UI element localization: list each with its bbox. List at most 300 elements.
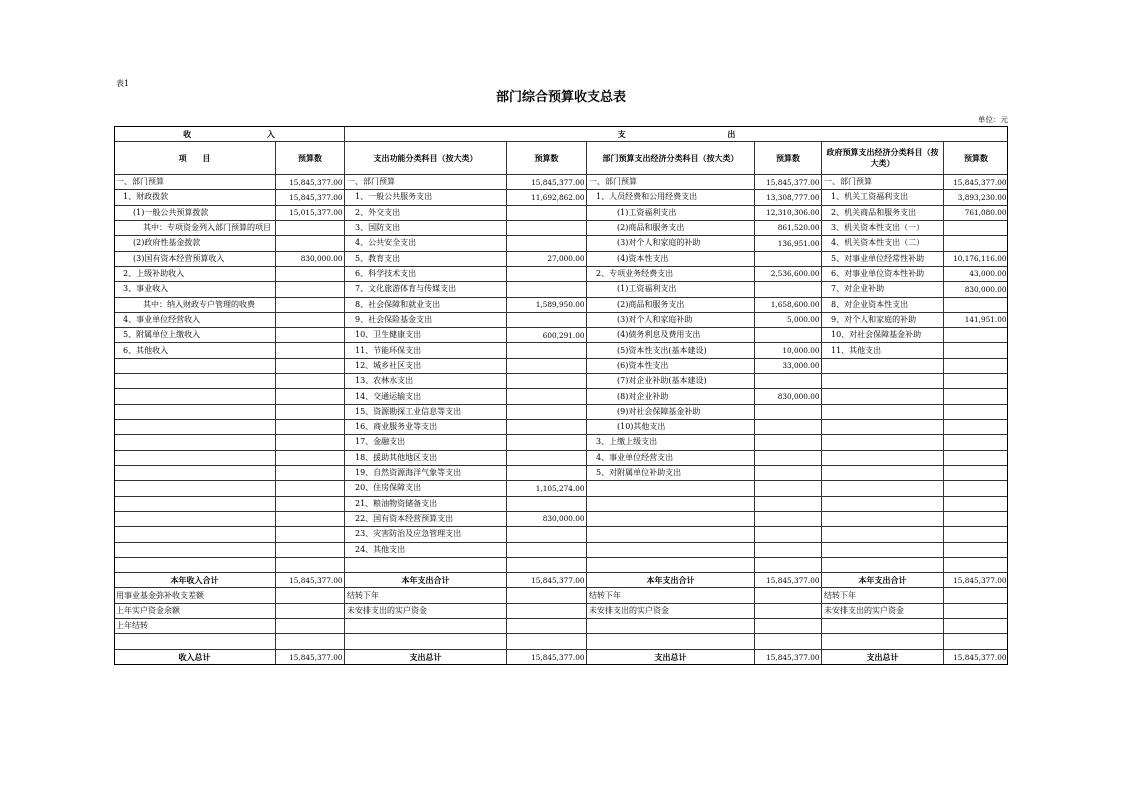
gov-econ-item-cell <box>822 466 944 481</box>
income-amount-cell <box>276 389 345 404</box>
income-item-header: 项 目 <box>114 142 276 175</box>
income-item-cell: 1、财政拨款 <box>114 190 276 205</box>
function-class-item-cell: 17、金融支出 <box>345 435 507 450</box>
unit-label: 单位：元 <box>978 115 1008 124</box>
function-class-amount-cell: 15,845,377.00 <box>507 175 587 190</box>
gov-econ-item-cell <box>822 420 944 435</box>
dept-econ-amount-cell <box>755 466 822 481</box>
income-amount-cell <box>276 634 345 649</box>
income-item-cell <box>114 389 276 404</box>
function-class-item-cell: 5、教育支出 <box>345 252 507 267</box>
income-item-cell <box>114 435 276 450</box>
function-class-amount-cell: 830,000.00 <box>507 512 587 527</box>
gov-econ-item-cell: 8、对企业资本性支出 <box>822 298 944 313</box>
function-class-amount-cell: 11,692,862.00 <box>507 190 587 205</box>
function-class-item-cell: 20、住房保障支出 <box>345 481 507 496</box>
income-amount-cell <box>276 466 345 481</box>
dept-econ-amount-cell: 10,000.00 <box>755 343 822 358</box>
income-amount-cell <box>276 420 345 435</box>
dept-econ-item-cell: (1)工资福利支出 <box>587 282 755 297</box>
function-class-amount-cell: 15,845,377.00 <box>507 573 587 588</box>
function-class-amount-cell <box>507 313 587 328</box>
income-amount-cell: 15,845,377.00 <box>276 650 345 665</box>
gov-econ-amount-cell <box>944 435 1008 450</box>
gov-econ-amount-cell: 15,845,377.00 <box>944 175 1008 190</box>
income-item-cell: 3、事业收入 <box>114 282 276 297</box>
gov-econ-item-cell: 7、对企业补助 <box>822 282 944 297</box>
table-row <box>114 420 1008 435</box>
expenditure-group-header: 支 出 <box>345 126 1008 142</box>
function-class-amount-cell <box>507 527 587 542</box>
dept-econ-item-cell: 结转下年 <box>587 588 755 603</box>
income-amount-cell <box>276 221 345 236</box>
gov-econ-item-cell: 支出总计 <box>822 650 944 665</box>
function-class-item-cell: 支出总计 <box>345 650 507 665</box>
dept-econ-item-cell: (4)资本性支出 <box>587 252 755 267</box>
gov-econ-amount-cell <box>944 634 1008 649</box>
function-class-item-cell: 本年支出合计 <box>345 573 507 588</box>
function-class-amount-cell <box>507 634 587 649</box>
table-row <box>114 543 1008 558</box>
dept-econ-item-cell <box>587 619 755 634</box>
table-row <box>114 497 1008 512</box>
function-class-amount-cell <box>507 466 587 481</box>
page-title: 部门综合预算收支总表 <box>495 90 626 105</box>
function-class-item-cell: 3、国防支出 <box>345 221 507 236</box>
table-body <box>114 175 1008 665</box>
gov-econ-amount-cell <box>944 558 1008 573</box>
dept-econ-item-cell: 4、事业单位经营支出 <box>587 451 755 466</box>
gov-econ-item-cell <box>822 512 944 527</box>
dept-econ-amount-cell: 15,845,377.00 <box>755 573 822 588</box>
table-row <box>114 236 1008 251</box>
function-class-item-cell: 一、部门预算 <box>345 175 507 190</box>
gov-econ-amount-cell <box>944 588 1008 603</box>
income-item-cell: 2、上级补助收入 <box>114 267 276 282</box>
dept-econ-amount-cell <box>755 512 822 527</box>
gov-econ-item-cell <box>822 389 944 404</box>
function-class-item-cell <box>345 558 507 573</box>
income-amount-cell <box>276 374 345 389</box>
table-row <box>114 374 1008 389</box>
income-item-cell <box>114 527 276 542</box>
income-item-cell: (2)政府性基金拨款 <box>114 236 276 251</box>
income-amount-cell <box>276 527 345 542</box>
dept-econ-item-cell: (1)工资福利支出 <box>587 206 755 221</box>
gov-econ-item-cell <box>822 451 944 466</box>
income-item-cell: 4、事业单位经营收入 <box>114 313 276 328</box>
table-row <box>114 252 1008 267</box>
table-row <box>114 175 1008 190</box>
income-amount-cell <box>276 588 345 603</box>
function-class-amount-cell <box>507 420 587 435</box>
table-row <box>114 512 1008 527</box>
dept-econ-amount-cell <box>755 558 822 573</box>
gov-econ-item-cell <box>822 497 944 512</box>
table-row <box>114 558 1008 573</box>
income-item-cell: 本年收入合计 <box>114 573 276 588</box>
function-class-amount-cell <box>507 221 587 236</box>
gov-econ-item-cell: 结转下年 <box>822 588 944 603</box>
function-class-item-cell: 1、一般公共服务支出 <box>345 190 507 205</box>
dept-econ-item-cell <box>587 543 755 558</box>
dept-econ-amount-cell <box>755 481 822 496</box>
dept-econ-item-cell: 支出总计 <box>587 650 755 665</box>
table-row <box>114 435 1008 450</box>
dept-econ-amount-cell: 2,536,600.00 <box>755 267 822 282</box>
table-row <box>114 282 1008 297</box>
dept-econ-item-cell: (3)对个人和家庭补助 <box>587 313 755 328</box>
function-class-amount-cell <box>507 282 587 297</box>
income-amount-cell <box>276 604 345 619</box>
income-amount-cell <box>276 405 345 420</box>
dept-econ-amount-cell <box>755 634 822 649</box>
income-amount-cell <box>276 236 345 251</box>
income-item-cell <box>114 543 276 558</box>
gov-econ-item-cell <box>822 543 944 558</box>
function-class-item-cell: 21、粮油物资储备支出 <box>345 497 507 512</box>
dept-econ-item-cell <box>587 558 755 573</box>
function-class-amount-cell <box>507 267 587 282</box>
function-class-item-header: 支出功能分类科目（按大类） <box>345 142 507 175</box>
income-item-cell: (3)国有资本经营预算收入 <box>114 252 276 267</box>
income-item-cell: 6、其他收入 <box>114 343 276 358</box>
gov-econ-item-cell: 一、部门预算 <box>822 175 944 190</box>
function-class-item-cell: 4、公共安全支出 <box>345 236 507 251</box>
gov-econ-item-cell <box>822 619 944 634</box>
income-amount-cell <box>276 267 345 282</box>
function-class-amount-cell <box>507 497 587 512</box>
gov-econ-amount-cell <box>944 481 1008 496</box>
dept-econ-item-cell: 3、上缴上级支出 <box>587 435 755 450</box>
dept-econ-amount-cell <box>755 543 822 558</box>
gov-econ-item-cell: 本年支出合计 <box>822 573 944 588</box>
gov-econ-amount-cell <box>944 405 1008 420</box>
dept-econ-amount-cell <box>755 588 822 603</box>
income-amount-cell <box>276 497 345 512</box>
dept-econ-amount-cell <box>755 420 822 435</box>
table-group-header-row <box>114 126 1008 142</box>
income-item-cell: 收入总计 <box>114 650 276 665</box>
function-class-item-cell: 23、灾害防治及应急管理支出 <box>345 527 507 542</box>
income-item-cell <box>114 558 276 573</box>
table-row <box>114 527 1008 542</box>
income-item-cell <box>114 405 276 420</box>
gov-econ-amount-header: 预算数 <box>944 142 1008 175</box>
function-class-amount-header: 预算数 <box>507 142 587 175</box>
dept-econ-amount-cell: 12,310,306.00 <box>755 206 822 221</box>
gov-econ-item-cell: 5、对事业单位经常性补助 <box>822 252 944 267</box>
function-class-item-cell: 19、自然资源海洋气象等支出 <box>345 466 507 481</box>
table-column-header-row <box>114 142 1008 175</box>
dept-econ-amount-cell: 13,308,777.00 <box>755 190 822 205</box>
income-amount-cell <box>276 619 345 634</box>
function-class-item-cell: 结转下年 <box>345 588 507 603</box>
function-class-amount-cell <box>507 619 587 634</box>
dept-econ-item-cell: (5)资本性支出(基本建设) <box>587 343 755 358</box>
table-row <box>114 343 1008 358</box>
function-class-item-cell: 8、社会保障和就业支出 <box>345 298 507 313</box>
table-row <box>114 389 1008 404</box>
income-item-cell: 其中：纳入财政专户管理的收费 <box>114 298 276 313</box>
gov-econ-amount-cell: 15,845,377.00 <box>953 652 1007 662</box>
function-class-amount-cell <box>507 359 587 374</box>
dept-econ-item-cell: 5、对附属单位补助支出 <box>587 466 755 481</box>
table-row <box>114 313 1008 328</box>
income-item-cell: 其中：专项资金列入部门预算的项目 <box>114 221 276 236</box>
function-class-amount-cell <box>507 405 587 420</box>
income-item-cell <box>114 634 276 649</box>
gov-econ-amount-cell <box>944 420 1008 435</box>
gov-econ-amount-cell: 43,000.00 <box>944 267 1008 282</box>
function-class-item-cell: 10、卫生健康支出 <box>345 328 507 343</box>
gov-econ-amount-cell <box>944 359 1008 374</box>
table-row <box>114 650 1008 665</box>
function-class-amount-cell: 15,845,377.00 <box>507 650 587 665</box>
income-amount-cell <box>276 451 345 466</box>
table-row <box>114 588 1008 603</box>
income-amount-cell <box>276 313 345 328</box>
income-amount-cell <box>276 435 345 450</box>
gov-econ-item-cell <box>822 405 944 420</box>
dept-econ-item-cell: (6)资本性支出 <box>587 359 755 374</box>
function-class-item-cell: 2、外交支出 <box>345 206 507 221</box>
income-amount-header: 预算数 <box>276 142 345 175</box>
function-class-item-cell: 22、国有资本经营预算支出 <box>345 512 507 527</box>
function-class-amount-cell <box>507 435 587 450</box>
income-item-cell <box>114 466 276 481</box>
gov-econ-item-cell <box>822 359 944 374</box>
gov-econ-item-header: 政府预算支出经济分类科目（按大类） <box>822 142 944 175</box>
function-class-item-cell: 13、农林水支出 <box>345 374 507 389</box>
dept-econ-item-cell: (10)其他支出 <box>587 420 755 435</box>
income-item-cell <box>114 497 276 512</box>
dept-econ-amount-cell <box>755 451 822 466</box>
income-amount-cell <box>276 512 345 527</box>
dept-econ-item-cell: (3)对个人和家庭的补助 <box>587 236 755 251</box>
dept-econ-item-cell <box>587 497 755 512</box>
function-class-amount-cell <box>507 236 587 251</box>
gov-econ-amount-cell <box>944 374 1008 389</box>
table-row <box>114 221 1008 236</box>
function-class-amount-cell <box>507 374 587 389</box>
dept-econ-amount-cell: 1,658,600.00 <box>755 298 822 313</box>
dept-econ-amount-cell <box>755 497 822 512</box>
income-amount-cell <box>276 343 345 358</box>
function-class-item-cell <box>345 619 507 634</box>
income-item-cell: 一、部门预算 <box>114 175 276 190</box>
dept-econ-amount-cell <box>755 527 822 542</box>
dept-econ-amount-header: 预算数 <box>755 142 822 175</box>
dept-econ-amount-cell: 5,000.00 <box>755 313 822 328</box>
table-row <box>114 481 1008 496</box>
income-amount-cell <box>276 359 345 374</box>
dept-econ-item-cell: 2、专项业务经费支出 <box>587 267 755 282</box>
gov-econ-amount-cell <box>944 236 1008 251</box>
dept-econ-amount-cell <box>755 374 822 389</box>
function-class-amount-cell: 1,589,950.00 <box>507 298 587 313</box>
income-item-cell: (1)一般公共预算拨款 <box>114 206 276 221</box>
function-class-item-cell: 15、资源勘探工业信息等支出 <box>345 405 507 420</box>
table-row <box>114 206 1008 221</box>
function-class-item-cell: 12、城乡社区支出 <box>345 359 507 374</box>
gov-econ-amount-cell: 141,951.00 <box>944 313 1008 328</box>
income-amount-cell <box>276 558 345 573</box>
dept-econ-item-cell <box>587 634 755 649</box>
table-row <box>114 405 1008 420</box>
dept-econ-item-cell <box>587 481 755 496</box>
function-class-amount-cell <box>507 588 587 603</box>
gov-econ-amount-cell <box>944 512 1008 527</box>
function-class-amount-cell <box>507 389 587 404</box>
gov-econ-item-cell <box>822 435 944 450</box>
table-row <box>114 267 1008 282</box>
dept-econ-amount-cell <box>755 405 822 420</box>
gov-econ-item-cell: 11、其他支出 <box>822 343 944 358</box>
income-item-cell <box>114 359 276 374</box>
gov-econ-item-cell: 4、机关资本性支出（二） <box>822 236 944 251</box>
function-class-item-cell: 未安排支出的实户资金 <box>345 604 507 619</box>
function-class-amount-cell <box>507 543 587 558</box>
gov-econ-amount-cell: 3,893,230.00 <box>944 190 1008 205</box>
dept-econ-amount-cell: 15,845,377.00 <box>755 175 822 190</box>
gov-econ-amount-cell <box>944 497 1008 512</box>
dept-econ-item-header: 部门预算支出经济分类科目（按大类） <box>587 142 755 175</box>
gov-econ-item-cell: 1、机关工资福利支出 <box>822 190 944 205</box>
gov-econ-amount-cell <box>944 527 1008 542</box>
gov-econ-item-cell: 6、对事业单位资本性补助 <box>822 267 944 282</box>
function-class-amount-cell <box>507 604 587 619</box>
dept-econ-amount-cell: 861,520.00 <box>755 221 822 236</box>
income-item-cell: 上年实户资金余额 <box>114 604 276 619</box>
dept-econ-item-cell: (4)债务利息及费用支出 <box>587 328 755 343</box>
dept-econ-item-cell <box>587 527 755 542</box>
gov-econ-amount-cell <box>944 389 1008 404</box>
income-amount-cell: 15,015,377.00 <box>276 206 345 221</box>
function-class-item-cell: 11、节能环保支出 <box>345 343 507 358</box>
income-amount-cell <box>276 481 345 496</box>
gov-econ-item-cell <box>822 634 944 649</box>
income-item-cell <box>114 374 276 389</box>
gov-econ-amount-cell <box>944 298 1008 313</box>
function-class-item-cell: 14、交通运输支出 <box>345 389 507 404</box>
income-item-cell <box>114 420 276 435</box>
income-amount-cell: 15,845,377.00 <box>276 190 345 205</box>
gov-econ-amount-cell <box>944 343 1008 358</box>
income-item-cell <box>114 512 276 527</box>
dept-econ-amount-cell: 136,951.00 <box>755 236 822 251</box>
budget-summary-table <box>114 126 1008 665</box>
income-amount-cell: 15,845,377.00 <box>276 175 345 190</box>
dept-econ-amount-cell: 830,000.00 <box>755 389 822 404</box>
table-row <box>114 359 1008 374</box>
gov-econ-amount-cell: 15,845,377.00 <box>944 573 1008 588</box>
table-row <box>114 466 1008 481</box>
function-class-item-cell: 6、科学技术支出 <box>345 267 507 282</box>
gov-econ-item-cell: 未安排支出的实户资金 <box>822 604 944 619</box>
function-class-amount-cell <box>507 206 587 221</box>
dept-econ-amount-cell: 15,845,377.00 <box>755 650 822 665</box>
function-class-item-cell: 24、其他支出 <box>345 543 507 558</box>
function-class-item-cell: 9、社会保险基金支出 <box>345 313 507 328</box>
function-class-amount-cell <box>507 558 587 573</box>
gov-econ-amount-cell: 10,176,116.00 <box>944 252 1008 267</box>
function-class-item-cell: 16、商业服务业等支出 <box>345 420 507 435</box>
gov-econ-item-cell <box>822 481 944 496</box>
function-class-amount-cell <box>507 343 587 358</box>
dept-econ-item-cell: (2)商品和服务支出 <box>587 298 755 313</box>
gov-econ-item-cell <box>822 527 944 542</box>
function-class-amount-cell: 600,291.00 <box>507 328 587 343</box>
dept-econ-amount-cell <box>755 282 822 297</box>
function-class-item-cell: 7、文化旅游体育与传媒支出 <box>345 282 507 297</box>
dept-econ-item-cell: 1、人员经费和公用经费支出 <box>587 190 755 205</box>
dept-econ-item-cell <box>587 512 755 527</box>
income-amount-cell <box>276 298 345 313</box>
table-row <box>114 634 1008 649</box>
gov-econ-amount-cell <box>944 543 1008 558</box>
dept-econ-amount-cell <box>755 604 822 619</box>
function-class-item-cell <box>345 634 507 649</box>
table-row <box>114 619 1008 634</box>
gov-econ-item-cell <box>822 558 944 573</box>
income-item-cell: 5、附属单位上缴收入 <box>114 328 276 343</box>
gov-econ-item-cell: 3、机关资本性支出（一） <box>822 221 944 236</box>
table-row <box>114 190 1008 205</box>
gov-econ-amount-cell <box>944 451 1008 466</box>
table-row <box>114 573 1008 588</box>
dept-econ-item-cell: (9)对社会保障基金补助 <box>587 405 755 420</box>
dept-econ-amount-cell <box>755 252 822 267</box>
table-row <box>114 298 1008 313</box>
table-row <box>114 451 1008 466</box>
dept-econ-item-cell: 未安排支出的实户资金 <box>587 604 755 619</box>
function-class-amount-cell: 27,000.00 <box>507 252 587 267</box>
table-row <box>114 604 1008 619</box>
gov-econ-amount-cell <box>944 466 1008 481</box>
function-class-item-cell: 18、援助其他地区支出 <box>345 451 507 466</box>
income-amount-cell: 830,000.00 <box>276 252 345 267</box>
gov-econ-amount-cell <box>944 604 1008 619</box>
income-item-cell <box>114 451 276 466</box>
gov-econ-amount-cell: 761,080.00 <box>944 206 1008 221</box>
gov-econ-amount-cell <box>944 221 1008 236</box>
dept-econ-item-cell: 一、部门预算 <box>587 175 755 190</box>
gov-econ-item-cell: 9、对个人和家庭的补助 <box>822 313 944 328</box>
gov-econ-amount-cell: 830,000.00 <box>944 282 1008 297</box>
income-item-cell: 用事业基金弥补收支差额 <box>114 588 276 603</box>
function-class-amount-cell <box>507 451 587 466</box>
gov-econ-item-cell: 2、机关商品和服务支出 <box>822 206 944 221</box>
dept-econ-item-cell: (8)对企业补助 <box>587 389 755 404</box>
income-amount-cell <box>276 328 345 343</box>
income-group-header: 收 入 <box>114 126 345 142</box>
table-row <box>114 328 1008 343</box>
gov-econ-item-cell <box>822 374 944 389</box>
income-amount-cell <box>276 282 345 297</box>
dept-econ-item-cell: (7)对企业补助(基本建设) <box>587 374 755 389</box>
income-item-cell: 上年结转 <box>114 619 276 634</box>
table-number-label: 表1 <box>116 79 130 88</box>
gov-econ-amount-cell <box>944 328 1008 343</box>
dept-econ-item-cell: (2)商品和服务支出 <box>587 221 755 236</box>
income-amount-cell: 15,845,377.00 <box>276 573 345 588</box>
dept-econ-amount-cell <box>755 328 822 343</box>
dept-econ-amount-cell <box>755 435 822 450</box>
gov-econ-item-cell: 10、对社会保障基金补助 <box>822 328 944 343</box>
dept-econ-amount-cell: 33,000.00 <box>755 359 822 374</box>
income-item-cell <box>114 481 276 496</box>
